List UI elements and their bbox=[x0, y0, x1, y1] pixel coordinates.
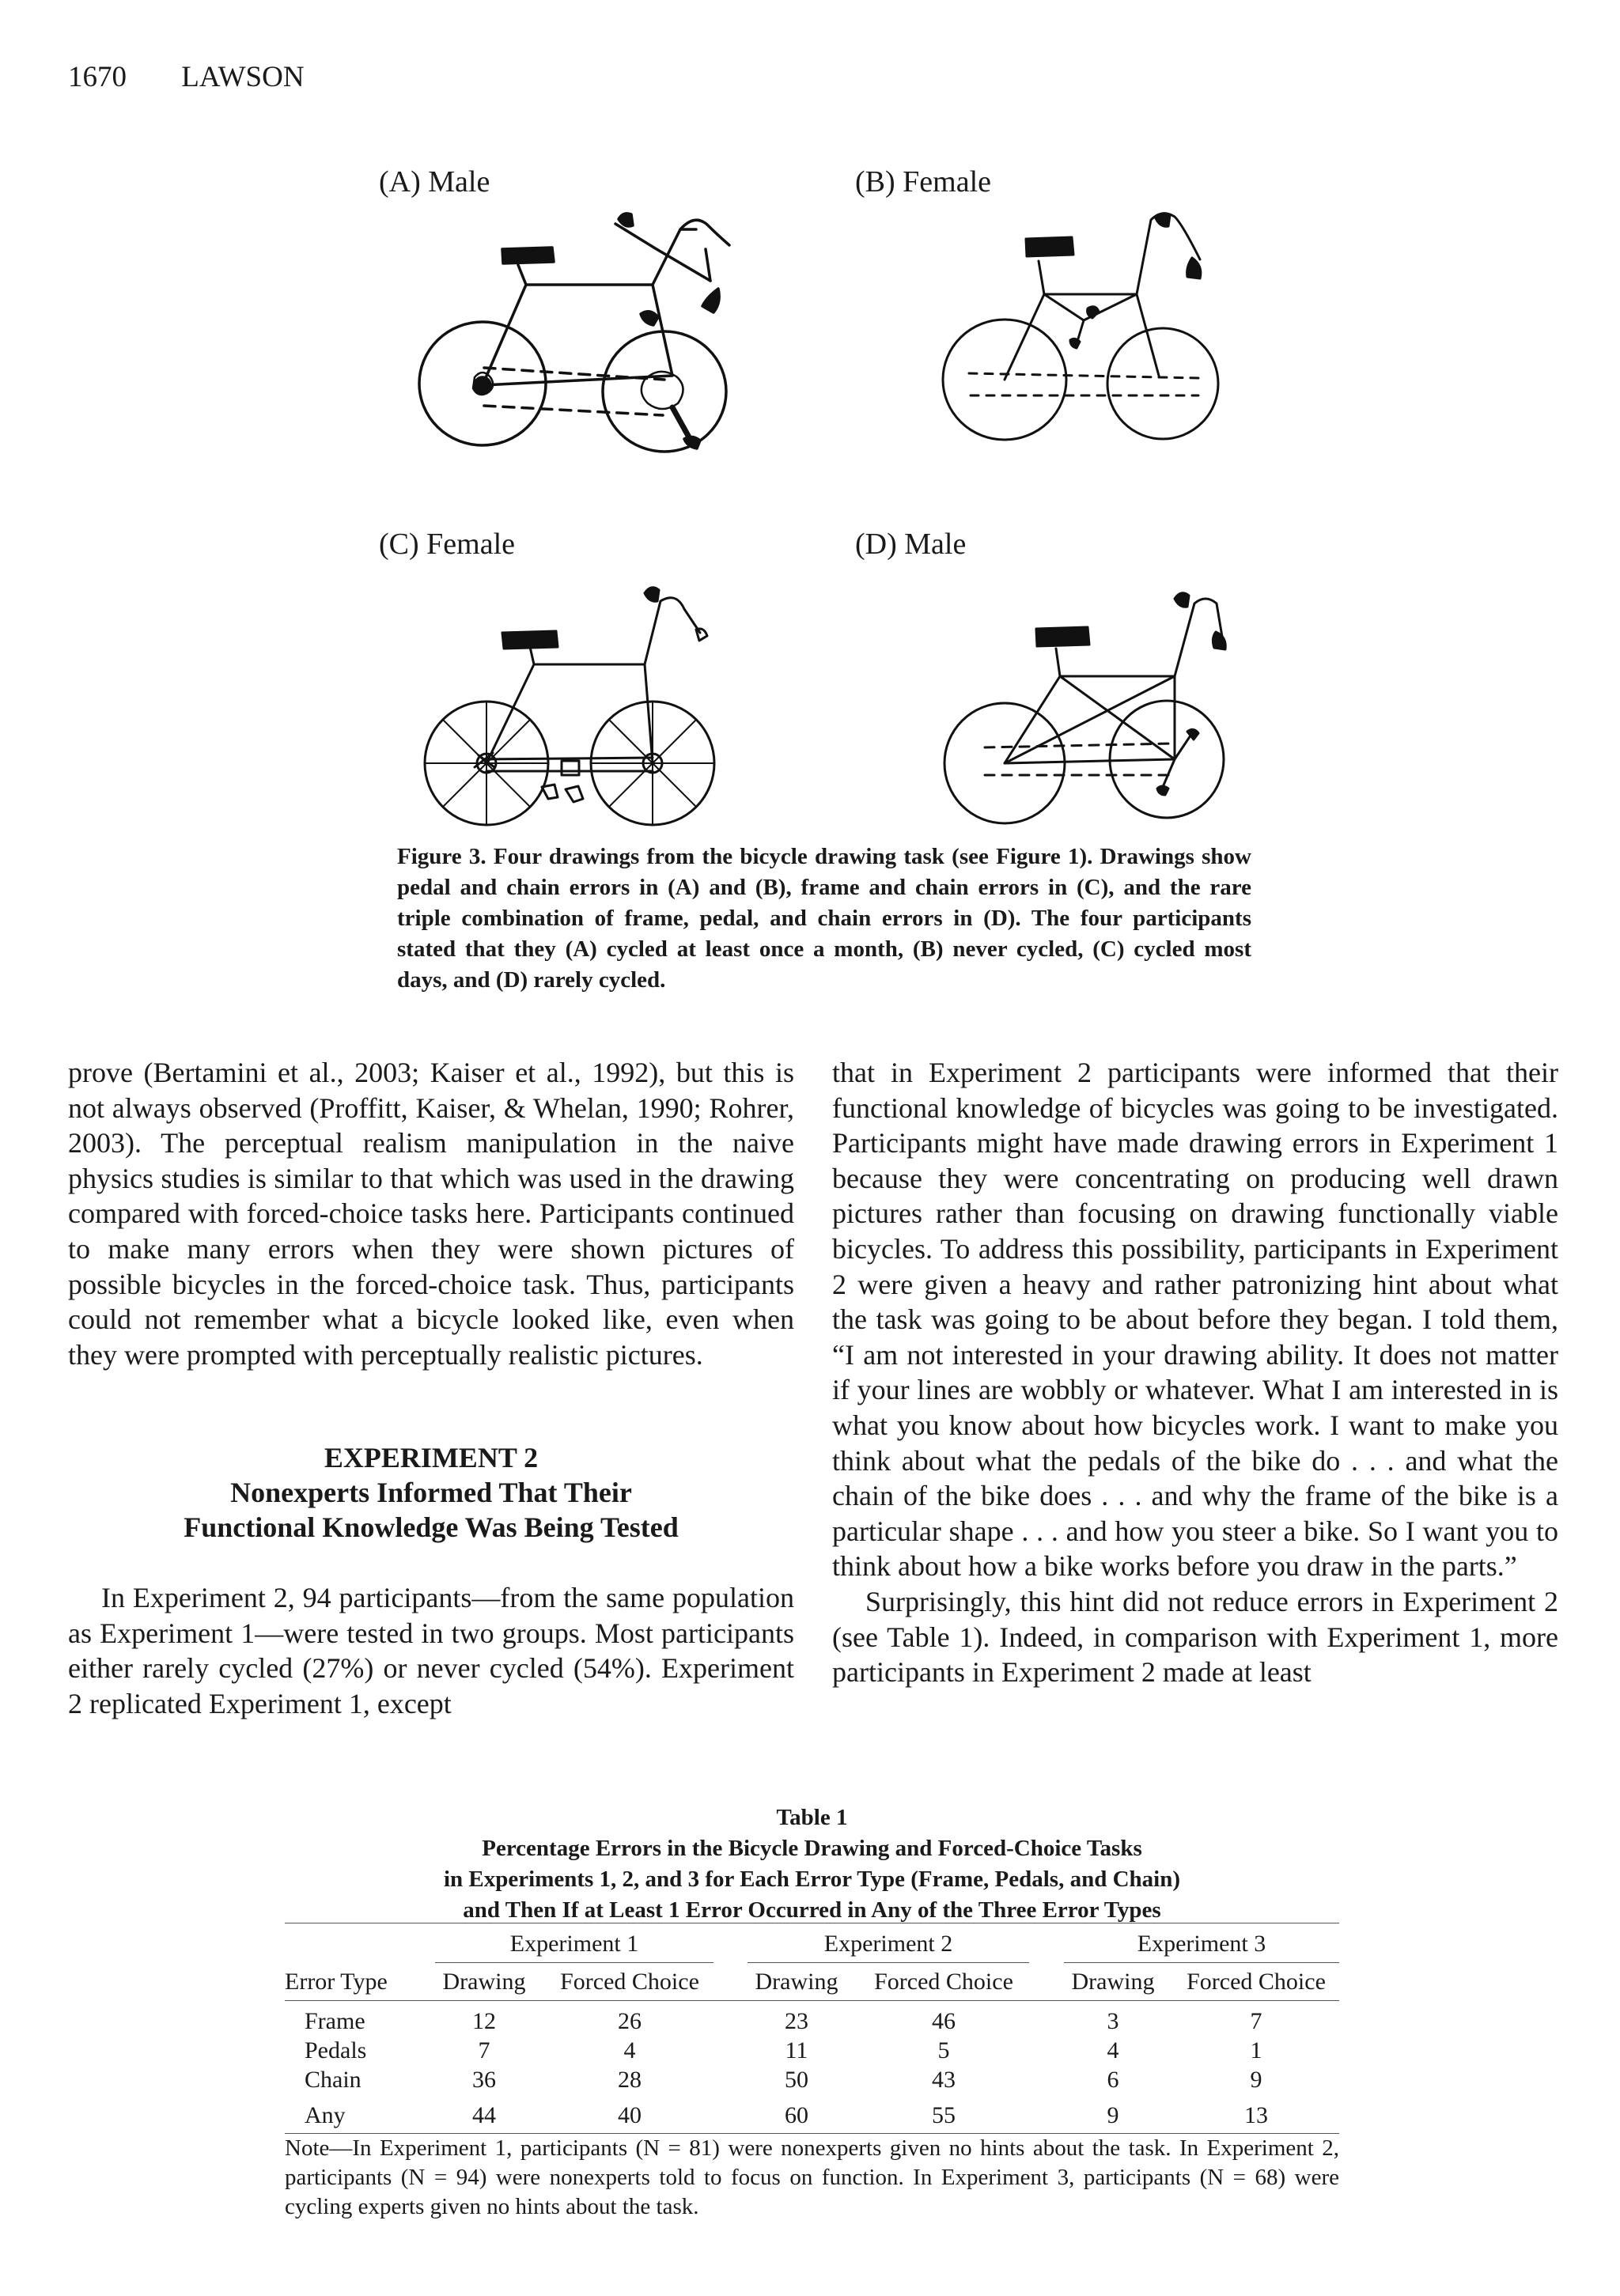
table-cell: 9 bbox=[1250, 2067, 1262, 2093]
page-number: 1670 bbox=[68, 61, 127, 93]
body-column-left bbox=[68, 1055, 794, 1372]
section-heading-subtitle: Functional Knowledge Was Being Tested bbox=[184, 1511, 679, 1543]
running-head bbox=[68, 60, 305, 94]
column-header: Drawing bbox=[1071, 1969, 1155, 1995]
table-cell: 60 bbox=[785, 2102, 808, 2128]
column-header: Drawing bbox=[755, 1969, 838, 1995]
row-label: Any bbox=[305, 2102, 346, 2128]
table-label: Table 1 bbox=[776, 1805, 848, 1830]
experiment-3-rule bbox=[1064, 1962, 1339, 1963]
table-cell: 4 bbox=[1107, 2037, 1119, 2063]
table-cell: 28 bbox=[618, 2067, 642, 2093]
experiment-1-rule bbox=[435, 1962, 713, 1963]
table-cell: 44 bbox=[472, 2102, 496, 2128]
body-column-right bbox=[832, 1055, 1558, 1690]
table-cell: 55 bbox=[932, 2102, 956, 2128]
table-cell: 1 bbox=[1250, 2037, 1262, 2063]
experiment-3-header: Experiment 3 bbox=[1137, 1931, 1266, 1957]
body-paragraph: prove (Bertamini et al., 2003; Kaiser et al., 1992), but this is not always observed (Proffitt, Kaiser, & Whelan, 1990; Rohrer, 2003). The perceptual realism manipulation in the naive physics studies is similar to that which was used in the drawing compared with forced-choice tasks here. Participants continued to make many errors when they were shown pictures of possible bicycles in the forced-choice task. Thus, participants could not remember what a bicycle looked like, even when they were prompted with perceptually realistic pictures. bbox=[68, 1057, 794, 1371]
table-cell: 5 bbox=[937, 2037, 950, 2063]
table-cell: 26 bbox=[618, 2008, 642, 2034]
table-cell: 50 bbox=[785, 2067, 808, 2093]
bicycle-drawing-d bbox=[937, 581, 1246, 838]
section-heading-title: EXPERIMENT 2 bbox=[324, 1442, 539, 1473]
row-label: Frame bbox=[305, 2008, 365, 2034]
column-header-error-type: Error Type bbox=[285, 1969, 388, 1995]
row-label: Pedals bbox=[305, 2037, 367, 2063]
panel-label-d: (D) Male bbox=[855, 528, 967, 561]
table-cell: 36 bbox=[472, 2067, 496, 2093]
table-cell: 13 bbox=[1244, 2102, 1268, 2128]
body-paragraph: Surprisingly, this hint did not reduce errors in Experiment 2 (see Table 1). Indeed, in comparison with Experiment 1, more participants in Experiment 2 made at least bbox=[832, 1585, 1558, 1689]
panel-label-c: (C) Female bbox=[379, 528, 516, 561]
section-heading bbox=[68, 1440, 794, 1545]
section-heading-subtitle: Nonexperts Informed That Their bbox=[230, 1477, 632, 1508]
table-cell: 6 bbox=[1107, 2067, 1119, 2093]
table-cell: 12 bbox=[472, 2008, 496, 2034]
table-cell: 4 bbox=[623, 2037, 636, 2063]
panel-label-b: (B) Female bbox=[855, 165, 992, 199]
experiment-2-rule bbox=[748, 1962, 1029, 1963]
figure-caption: Figure 3. Four drawings from the bicycle drawing task (see Figure 1). Drawings show pedal and chain errors in (A) and (B), frame and chain errors in (C), and the rare triple combination of frame, pedal, and chain errors in (D). The four participants stated that they (A) cycled at least once a month, (B) never cycled, (C) cycled most days, and (D) rarely cycled. bbox=[397, 844, 1251, 993]
table-cell: 9 bbox=[1107, 2102, 1119, 2128]
table-cell: 7 bbox=[478, 2037, 490, 2063]
table-cell: 40 bbox=[618, 2102, 642, 2128]
table-cell: 3 bbox=[1107, 2008, 1119, 2034]
table-title-line: Percentage Errors in the Bicycle Drawing and Forced-Choice Tasks bbox=[482, 1836, 1142, 1861]
running-head-author: LAWSON bbox=[181, 61, 305, 93]
table-title bbox=[285, 1802, 1339, 1926]
bicycle-drawing-c bbox=[415, 577, 748, 842]
panel-label-a: (A) Male bbox=[379, 165, 490, 199]
table-cell: 23 bbox=[785, 2008, 808, 2034]
table-cell: 11 bbox=[785, 2037, 808, 2063]
table-header-rule bbox=[285, 2000, 1339, 2001]
experiment-2-header: Experiment 2 bbox=[823, 1931, 953, 1957]
table-note: Note—In Experiment 1, participants (N = 81) were nonexperts given no hints about the task. In Experiment 2, participants (N = 94) were nonexperts told to focus on function. In Experiment 3, participants (N = 68) were cycling experts given no hints about the task. bbox=[285, 2135, 1339, 2219]
experiment-1-header: Experiment 1 bbox=[509, 1931, 639, 1957]
bicycle-drawing-a bbox=[411, 202, 759, 467]
body-paragraph: that in Experiment 2 participants were informed that their functional knowledge of bicycles was going to be investigated. Participants might have made drawing errors in Experiment 1 because they were concentrating on producing well drawn pictures rather than focusing on drawing functionally viable bicycles. To address this possibility, participants in Experiment 2 were given a heavy and rather patronizing hint about what the task was going to be about before they began. I told them, “I am not interested in your drawing ability. It does not matter if your lines are wobbly or whatever. What I am interested in is what you know about how bicycles work. I want to make you think about what the pedals of the bike do . . . and what the chain of the bike does . . . and why the frame of the bike is a particular shape . . . and how you steer a bike. So I want you to think about how a bike works before you draw in the parts.” bbox=[832, 1057, 1558, 1583]
body-column-left-lower bbox=[68, 1580, 794, 1721]
column-header: Drawing bbox=[442, 1969, 526, 1995]
body-paragraph: In Experiment 2, 94 participants—from the same population as Experiment 1—were tested in two groups. Most participants either rarely cycled (27%) or never cycled (54%). Experiment 2 replicated Experiment 1, except bbox=[68, 1582, 794, 1719]
row-label: Chain bbox=[305, 2067, 361, 2093]
table-title-line: and Then If at Least 1 Error Occurred in Any of the Three Error Types bbox=[463, 1897, 1161, 1923]
table-cell: 43 bbox=[932, 2067, 956, 2093]
table-title-line: in Experiments 1, 2, and 3 for Each Error Type (Frame, Pedals, and Chain) bbox=[444, 1867, 1180, 1892]
table-cell: 46 bbox=[932, 2008, 956, 2034]
table-cell: 7 bbox=[1250, 2008, 1262, 2034]
column-header: Forced Choice bbox=[1187, 1969, 1326, 1995]
column-header: Forced Choice bbox=[874, 1969, 1013, 1995]
column-header: Forced Choice bbox=[560, 1969, 699, 1995]
bicycle-drawing-b bbox=[937, 206, 1238, 447]
